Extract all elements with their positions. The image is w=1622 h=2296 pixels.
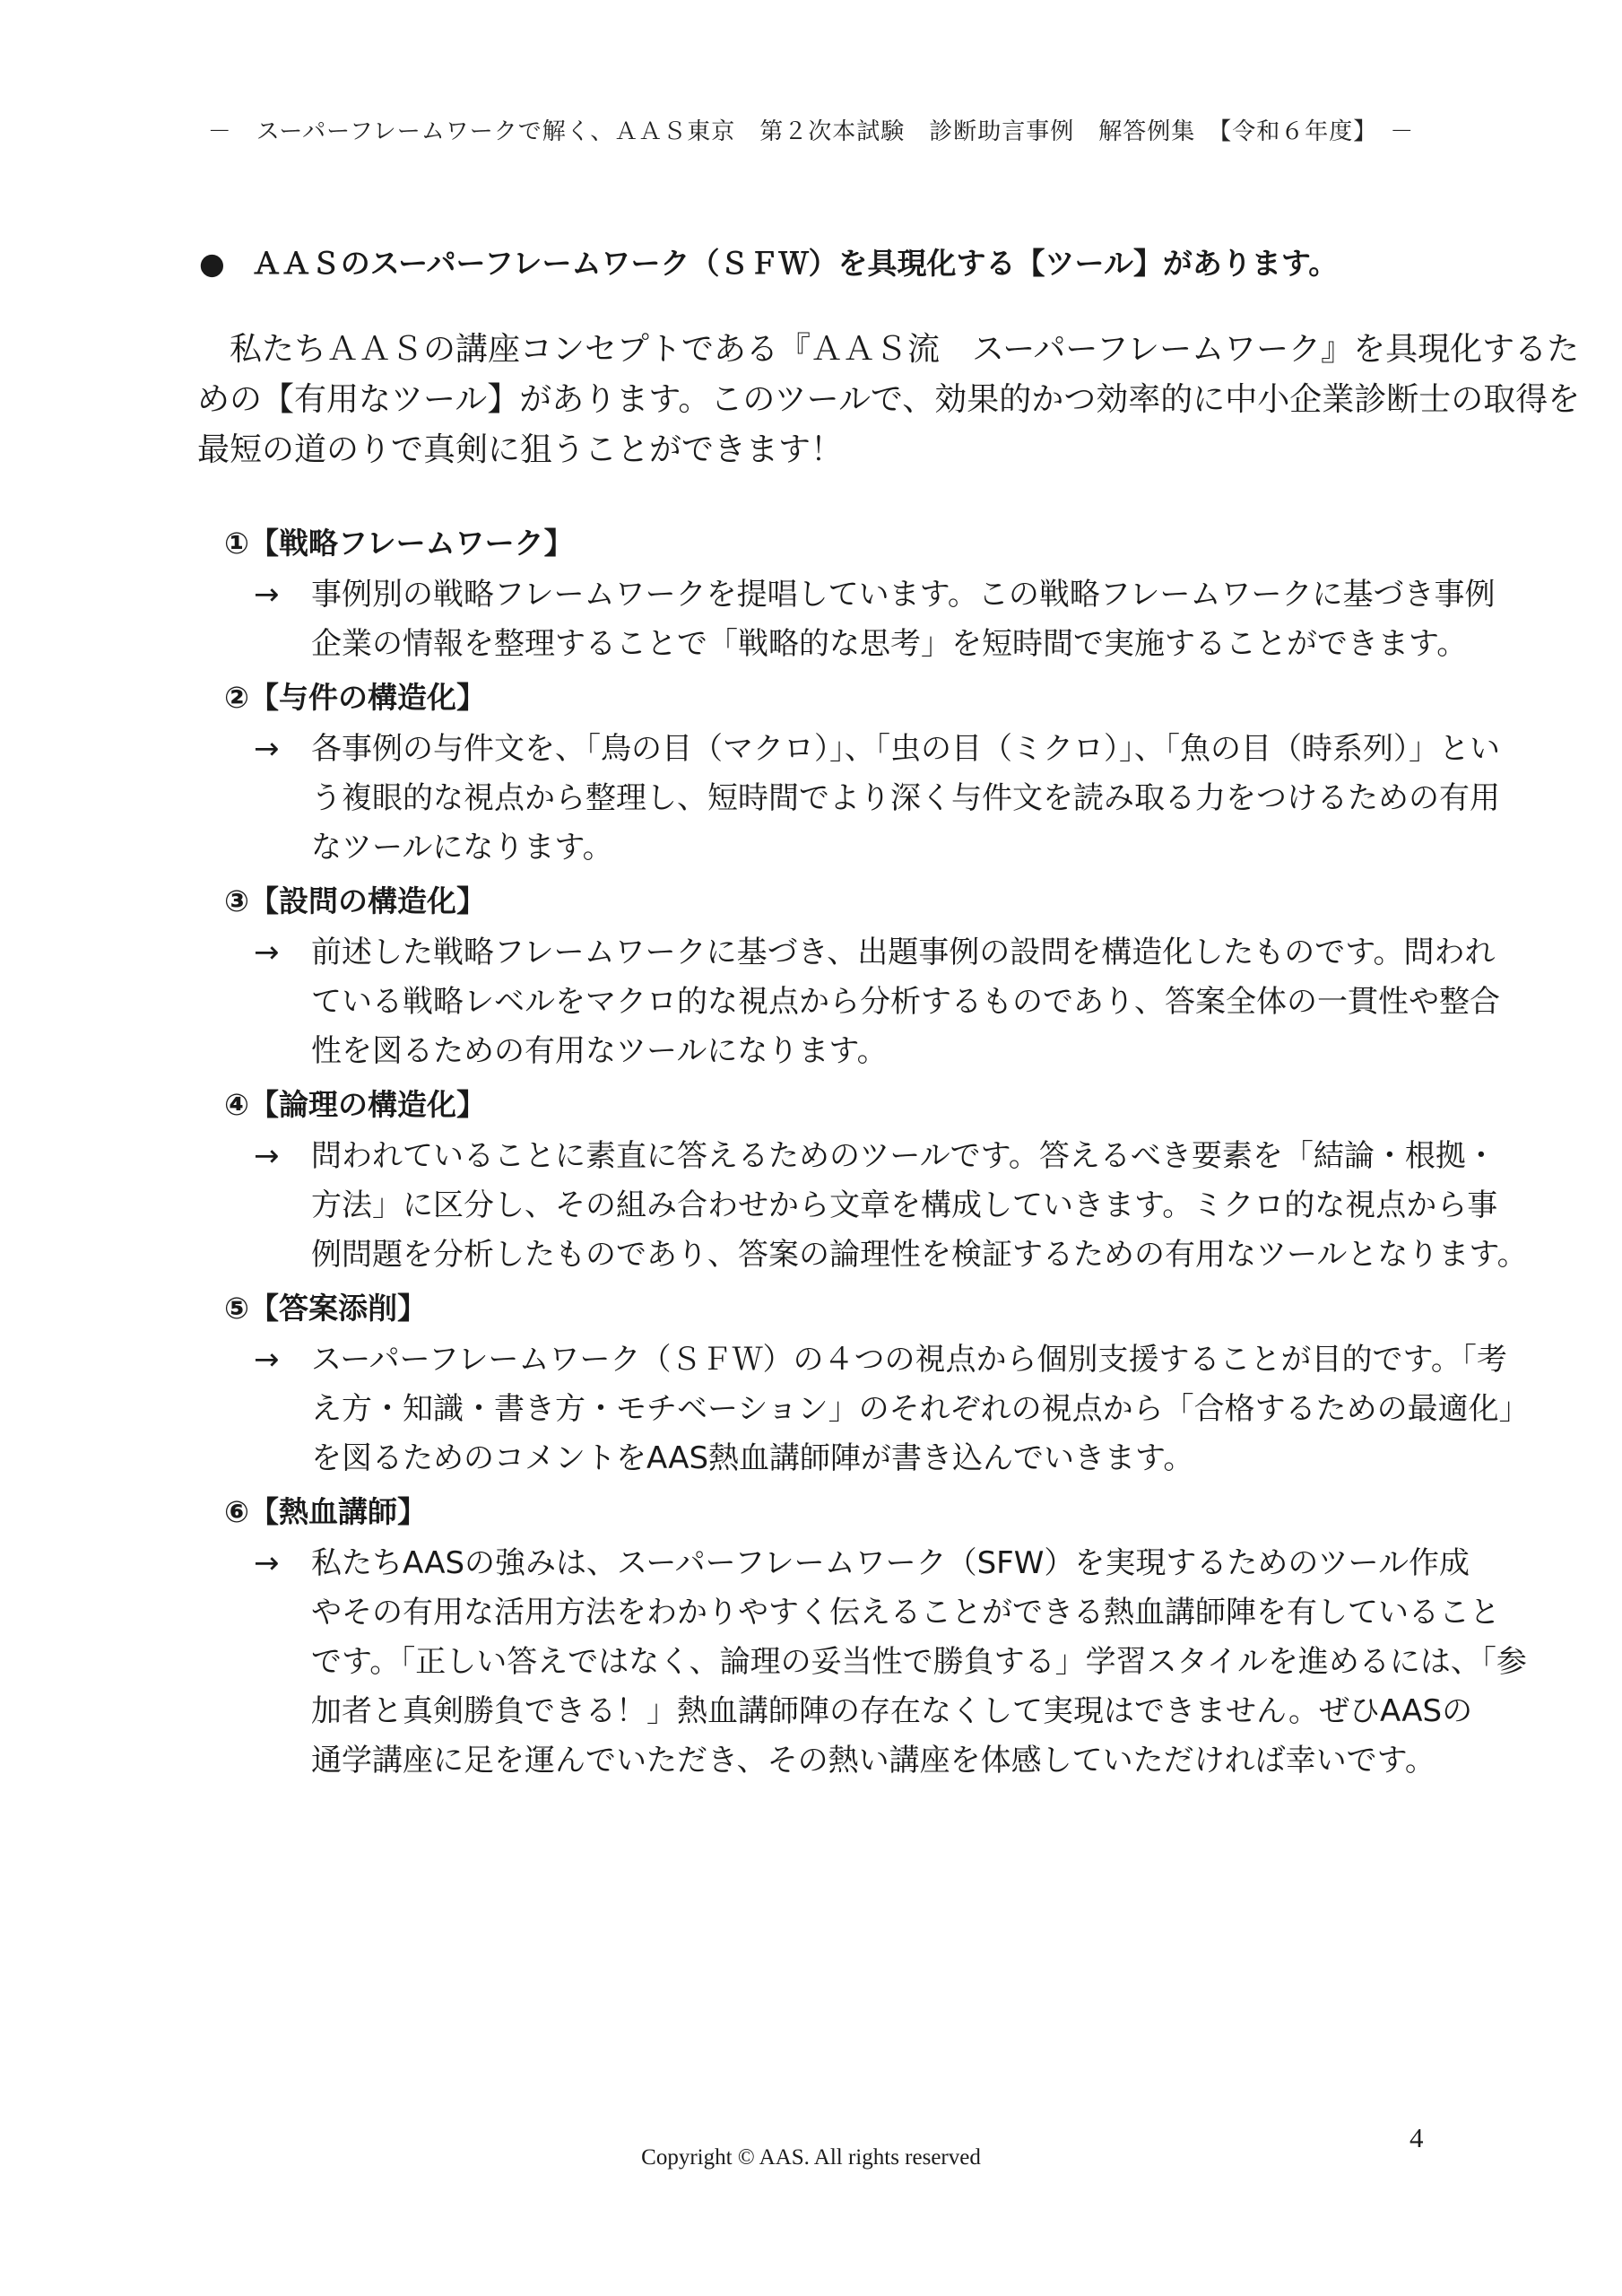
- section-body: [224, 928, 1500, 1076]
- section-line: 性を図るための有用なツールになります。: [311, 1033, 888, 1069]
- section-title: ⑤【答案添削】: [224, 1291, 427, 1326]
- page-number: 4: [1409, 2122, 1424, 2153]
- section-line: 例問題を分析したものであり、答案の論理性を検証するための有用なツールとなります。: [311, 1237, 1528, 1273]
- section-line: を図るためのコメントをAAS熱血講師陣が書き込んでいきます。: [311, 1440, 1194, 1476]
- arrow-icon: →: [254, 935, 280, 970]
- section-line: スーパーフレームワーク（ＳＦＷ）の４つの視点から個別支援することが目的です。「考: [311, 1342, 1507, 1378]
- section-answer-correction: [224, 1285, 1530, 1483]
- section-title: ④【論理の構造化】: [224, 1087, 486, 1122]
- section-line: 事例別の戦略フレームワークを提唱しています。この戦略フレームワークに基づき事例: [311, 577, 1496, 613]
- bullet-icon: ●: [199, 246, 225, 281]
- section-title: ①【戦略フレームワーク】: [224, 526, 574, 561]
- section-line: 方法」に区分し、その組み合わせから文章を構成していきます。ミクロ的な視点から事: [311, 1187, 1498, 1223]
- section-body: [224, 1132, 1528, 1280]
- section-line: 加者と真剣勝負できる！」熱血講師陣の存在なくして実現はできません。ぜひAASの: [311, 1693, 1473, 1729]
- headline: [199, 240, 1338, 283]
- arrow-icon: →: [254, 1545, 280, 1581]
- copyright-footer: Copyright © AAS. All rights reserved: [641, 2145, 981, 2170]
- section-line: 私たちAASの強みは、スーパーフレームワーク（SFW）を実現するためのツール作成: [311, 1545, 1470, 1581]
- intro-paragraph: [197, 325, 1581, 475]
- section-line: なツールになります。: [311, 830, 613, 865]
- intro-line: 最短の道のりで真剣に狙うことができます！: [197, 431, 844, 468]
- arrow-icon: →: [254, 1342, 280, 1378]
- section-question-structuring: [224, 878, 1500, 1076]
- section-strategy-framework: [224, 520, 1496, 669]
- section-line: え方・知識・書き方・モチベーション」のそれぞれの視点から「合格するための最適化」: [311, 1391, 1530, 1427]
- section-body: [224, 725, 1500, 873]
- section-body: [224, 570, 1496, 669]
- intro-line: めの【有用なツール】があります。このツールで、効果的かつ効率的に中小企業診断士の取得を: [197, 381, 1581, 418]
- section-title: ⑥【熱血講師】: [224, 1494, 427, 1529]
- section-line: 各事例の与件文を、「鳥の目（マクロ）」、「虫の目（ミクロ）」、「魚の目（時系列）」とい: [311, 731, 1500, 767]
- section-body: [224, 1539, 1527, 1786]
- section-line: です。「正しい答えではなく、論理の妥当性で勝負する」学習スタイルを進めるには、「参: [311, 1644, 1527, 1680]
- running-header: － スーパーフレームワークで解く、ＡＡＳ東京 第２次本試験 診断助言事例 解答例集 【令和６年度】 －: [207, 118, 1415, 145]
- section-line: 問われていることに素直に答えるためのツールです。答えるべき要素を「結論・根拠・: [311, 1138, 1496, 1174]
- section-line: ている戦略レベルをマクロ的な視点から分析するものであり、答案全体の一貫性や整合: [311, 984, 1500, 1020]
- section-logic-structuring: [224, 1082, 1528, 1280]
- section-passionate-instructors: [224, 1489, 1527, 1786]
- section-line: 通学講座に足を運んでいただき、その熱い講座を体感していただければ幸いです。: [311, 1743, 1436, 1779]
- section-body: [224, 1335, 1530, 1483]
- section-line: う複眼的な視点から整理し、短時間でより深く与件文を読み取る力をつけるための有用: [311, 780, 1500, 816]
- section-title: ②【与件の構造化】: [224, 680, 486, 715]
- section-line: 前述した戦略フレームワークに基づき、出題事例の設問を構造化したものです。問われ: [311, 935, 1496, 970]
- section-title: ③【設問の構造化】: [224, 883, 486, 918]
- arrow-icon: →: [254, 1138, 280, 1174]
- arrow-icon: →: [254, 577, 280, 613]
- section-case-structuring: [224, 674, 1500, 873]
- section-line: 企業の情報を整理することで「戦略的な思考」を短時間で実施することができます。: [311, 626, 1468, 662]
- headline-text: ＡＡＳのスーパーフレームワーク（ＳＦＷ）を具現化する【ツール】があります。: [251, 246, 1339, 281]
- section-line: やその有用な活用方法をわかりやすく伝えることができる熱血講師陣を有していること: [311, 1595, 1500, 1631]
- intro-line: 私たちＡＡＳの講座コンセプトである『ＡＡＳ流 スーパーフレームワーク』を具現化するた: [197, 331, 1580, 368]
- tool-sections: [224, 520, 1530, 1791]
- arrow-icon: →: [254, 731, 280, 767]
